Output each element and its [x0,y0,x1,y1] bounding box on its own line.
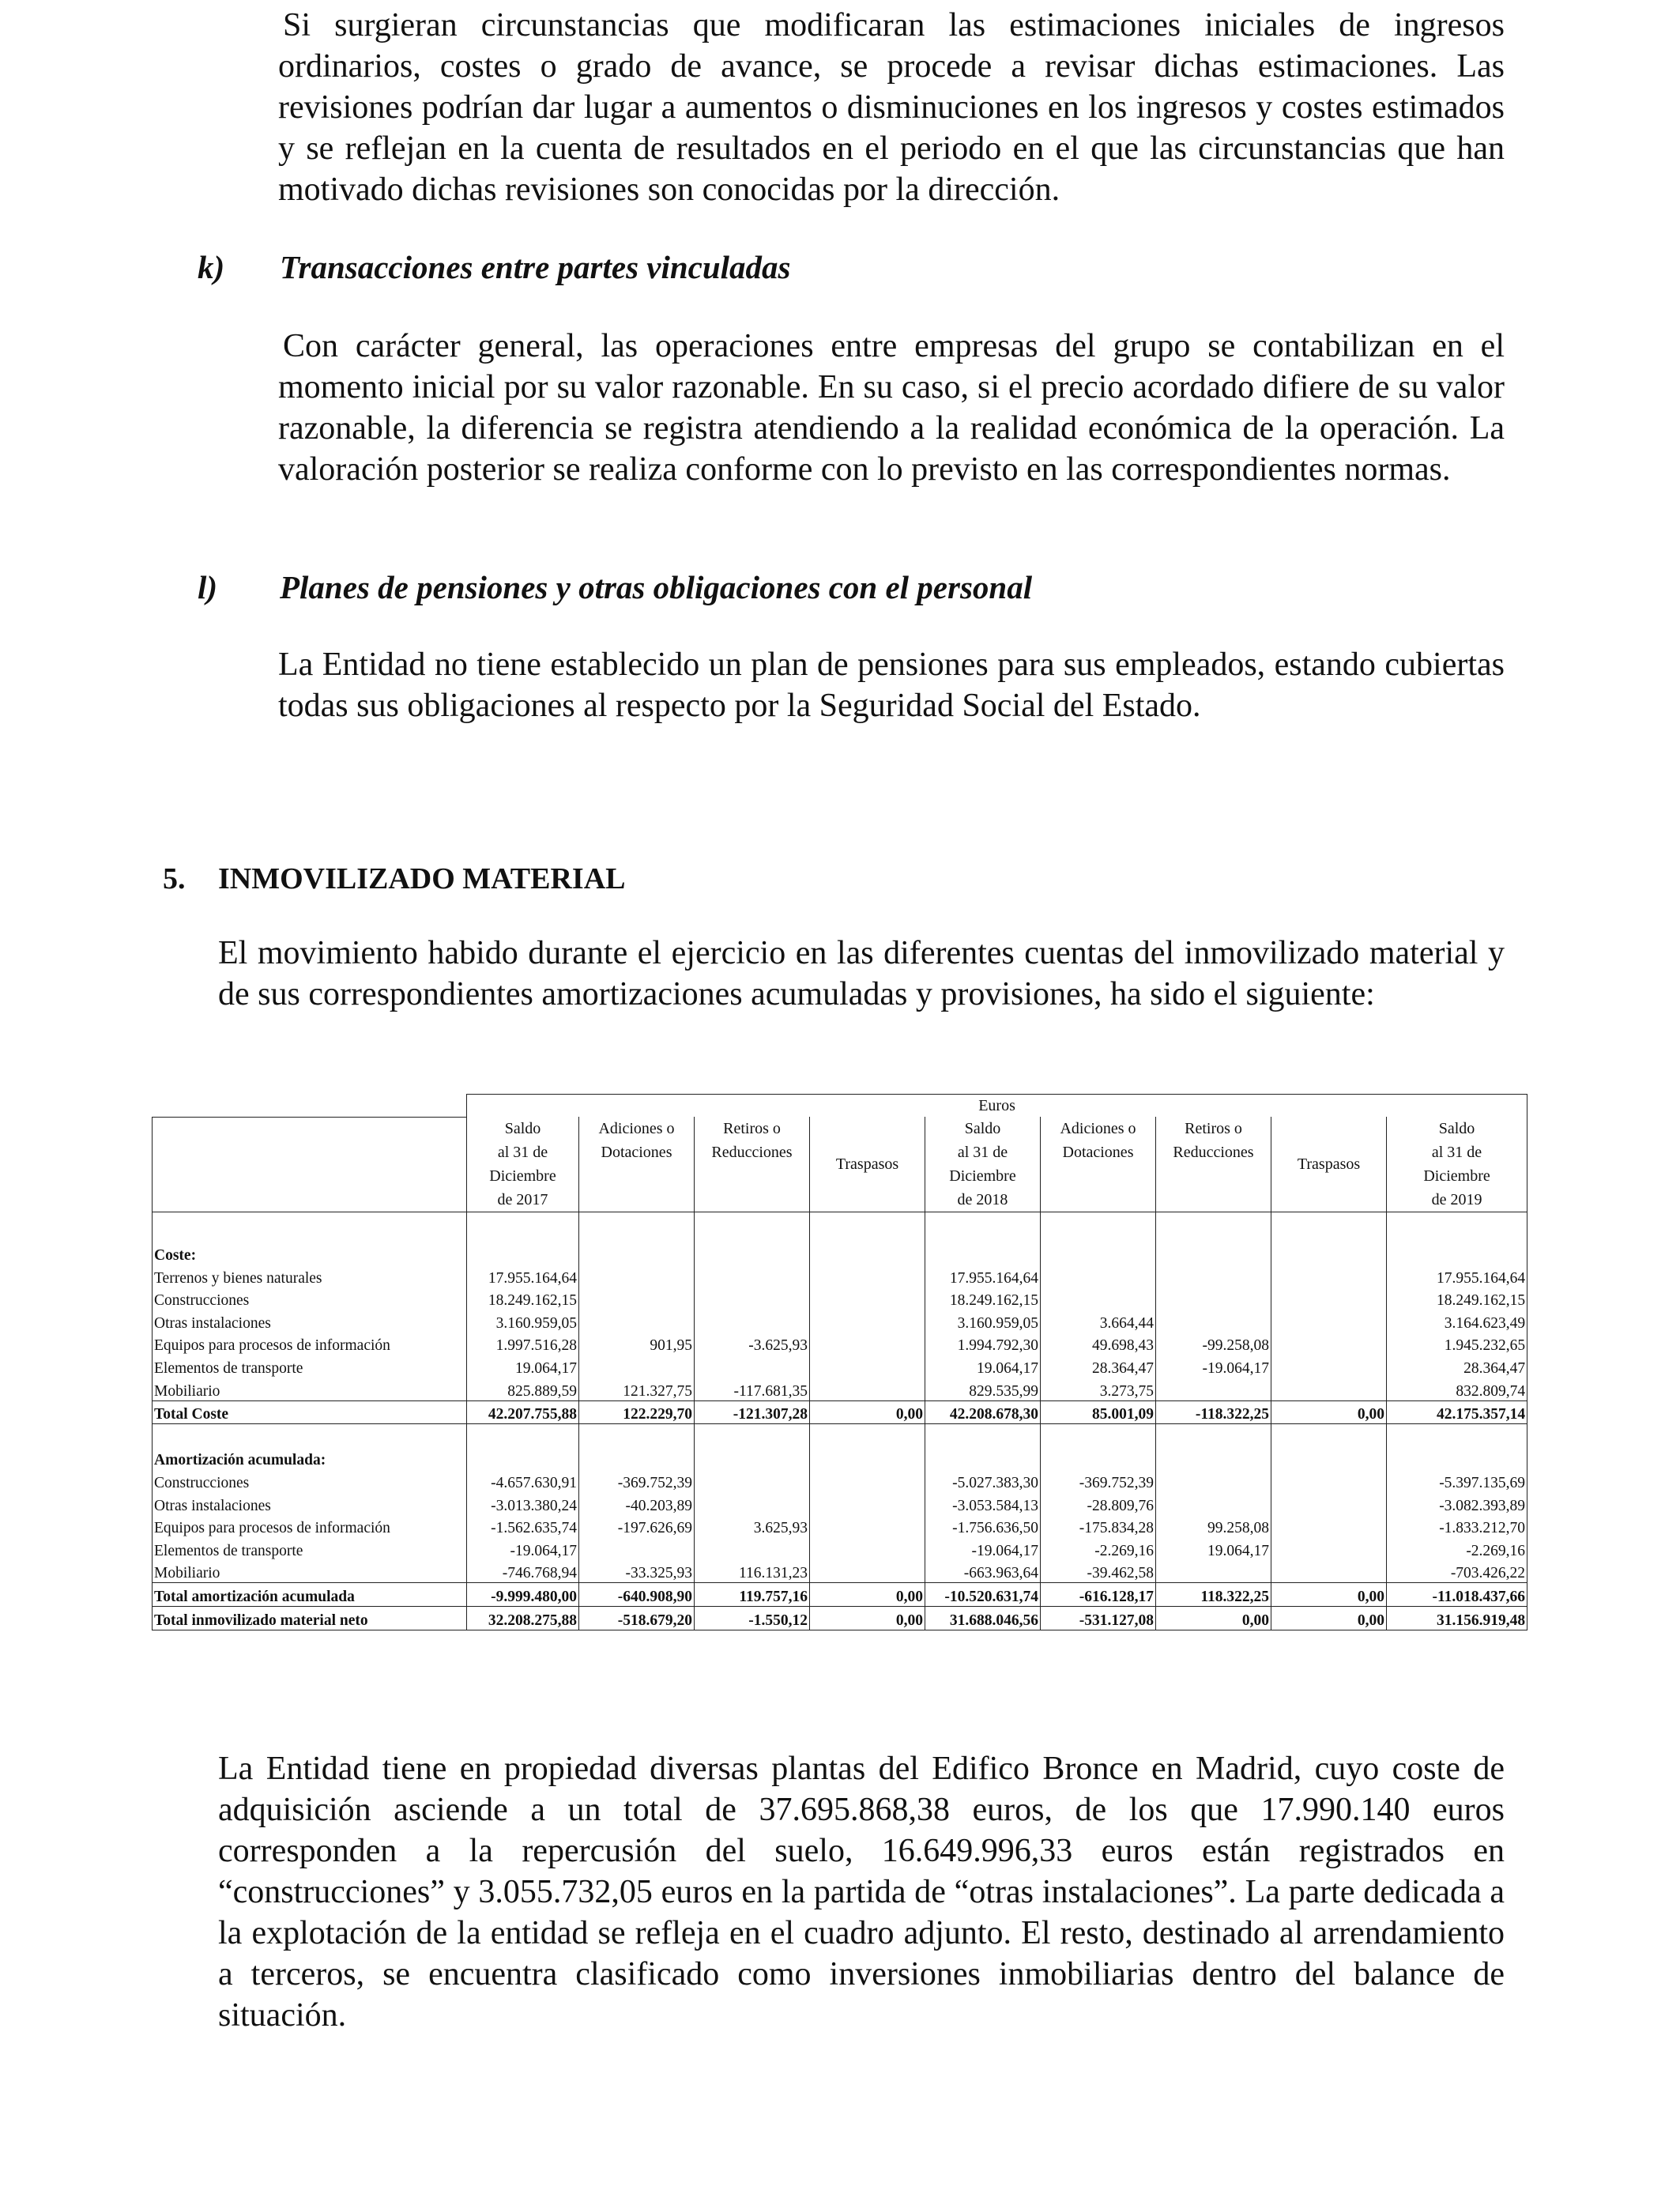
value-cell [579,1310,695,1333]
value-cell: -616.128,17 [1041,1583,1156,1607]
table-row [153,1333,1527,1355]
spacer-cell [153,1424,467,1447]
column-header-line: de 2017 [497,1191,548,1208]
value-cell [1271,1469,1387,1492]
value-cell: -518.679,20 [579,1607,695,1630]
total-coste-row [153,1400,1527,1424]
value-cell: -369.752,39 [1041,1469,1156,1492]
value-cell: -40.203,89 [579,1492,695,1515]
table-row [153,1355,1527,1378]
table-row [153,1378,1527,1400]
row-label: Equipos para procesos de información [153,1515,467,1538]
value-cell: -28.809,76 [1041,1492,1156,1515]
empty-cell [1156,1242,1271,1265]
row-label: Otras instalaciones [153,1310,467,1333]
value-cell [810,1287,925,1310]
spacer-cell [1041,1212,1156,1242]
row-label: Equipos para procesos de información [153,1333,467,1355]
spacer-cell [810,1424,925,1447]
value-cell: 901,95 [579,1333,695,1355]
value-cell: 18.249.162,15 [1387,1287,1527,1310]
value-cell [695,1355,810,1378]
spacer-cell [1156,1424,1271,1447]
value-cell: -703.426,22 [1387,1560,1527,1583]
value-cell [695,1469,810,1492]
paragraph-related-parties: Con carácter general, las operaciones entre empresas del grupo se contabilizan en el momento inicial por su valor razonable. En su caso, si el precio acordado difiere de su valor razonable, la diferencia se registra atendiendo a la realidad económica de la operación. La valoración posterior se realiza conforme con lo previsto en las correspondientes normas. [278,328,1505,488]
value-cell: 17.955.164,64 [925,1265,1041,1287]
value-cell: 17.955.164,64 [467,1265,579,1287]
row-label: Mobiliario [153,1378,467,1400]
paragraph-revision-estimates: Si surgieran circunstancias que modificaran las estimaciones iniciales de ingresos ordinarios, costes o grado de avance, se procede a revisar dichas estimaciones. Las revisiones podrían dar lugar a aumentos o disminuciones en los ingresos y costes estimados y se reflejan en la cuenta de resultados en el periodo en el que las circunstancias que han motivado dichas revisiones son conocidas por la dirección. [278,7,1505,208]
value-cell [1271,1515,1387,1538]
empty-cell [810,1447,925,1470]
value-cell [579,1287,695,1310]
spacer-cell [467,1212,579,1242]
spacer-cell [925,1212,1041,1242]
spacer-cell [1271,1424,1387,1447]
value-cell [1271,1378,1387,1400]
value-cell: -3.013.380,24 [467,1492,579,1515]
value-cell: 119.757,16 [695,1583,810,1607]
empty-cell [467,1242,579,1265]
group-heading: Amortización acumulada: [153,1447,467,1470]
value-cell: -33.325,93 [579,1560,695,1583]
spacer-row [153,1424,1527,1447]
value-cell: -746.768,94 [467,1560,579,1583]
table-row [153,1287,1527,1310]
total-amortizacion-row [153,1583,1527,1607]
value-cell: 28.364,47 [1041,1355,1156,1378]
column-header-line: Dotaciones [601,1144,672,1161]
column-header [1041,1117,1156,1212]
spacer-cell [1387,1212,1527,1242]
value-cell [1271,1355,1387,1378]
value-cell: -2.269,16 [1041,1537,1156,1560]
paragraph-edificio-bronce: La Entidad tiene en propiedad diversas plantas del Edifico Bronce en Madrid, cuyo coste de adquisición asciende a un total de 37.695.868,38 euros, de los que 17.990.140 euros corresponden a la repercusión del suelo, 16.649.996,33 euros están registrados en “construcciones” y 3.055.732,05 euros en la partida de “otras instalaciones”. La parte dedicada a la explotación de la entidad se refleja en el cuadro adjunto. El resto, destinado al arrendamiento a terceros, se encuentra clasificado como inversiones inmobiliarias dentro del balance de situación. [218,1751,1505,2034]
section-5-title: INMOVILIZADO MATERIAL [218,862,626,895]
value-cell: -369.752,39 [579,1469,695,1492]
column-header-line: al 31 de [1431,1144,1482,1161]
value-cell [810,1492,925,1515]
section-l-heading [198,568,1032,606]
empty-cell [1156,1447,1271,1470]
value-cell: -39.462,58 [1041,1560,1156,1583]
spacer-cell [1271,1212,1387,1242]
spacer-cell [153,1212,467,1242]
spacer-row [153,1212,1527,1242]
column-header-line: Reducciones [711,1144,793,1161]
table-row [153,1469,1527,1492]
column-header-line: Diciembre [949,1167,1016,1185]
spacer-cell [925,1424,1041,1447]
column-header-line: Saldo [1438,1120,1475,1137]
value-cell: -1.756.636,50 [925,1515,1041,1538]
value-cell: -175.834,28 [1041,1515,1156,1538]
value-cell: 3.273,75 [1041,1378,1156,1400]
header-label-cell [153,1117,467,1212]
value-cell [579,1265,695,1287]
spacer-cell [467,1424,579,1447]
row-label: Total Coste [153,1400,467,1424]
value-cell [1271,1537,1387,1560]
row-label: Elementos de transporte [153,1537,467,1560]
value-cell: 1.945.232,65 [1387,1333,1527,1355]
row-label: Terrenos y bienes naturales [153,1265,467,1287]
row-label: Total inmovilizado material neto [153,1607,467,1630]
row-label: Otras instalaciones [153,1492,467,1515]
column-header-line: de 2019 [1431,1191,1482,1208]
value-cell: -19.064,17 [925,1537,1041,1560]
spacer-cell [810,1212,925,1242]
value-cell [1156,1560,1271,1583]
value-cell: -9.999.480,00 [467,1583,579,1607]
table-row [153,1492,1527,1515]
value-cell [810,1537,925,1560]
section-l-letter: l) [198,569,218,605]
value-cell: 18.249.162,15 [467,1287,579,1310]
empty-cell [467,1447,579,1470]
value-cell: 1.997.516,28 [467,1333,579,1355]
header-blank [153,1095,467,1118]
value-cell: -11.018.437,66 [1387,1583,1527,1607]
column-header-line: Adiciones o [598,1120,675,1137]
column-header [810,1117,925,1212]
value-cell [1156,1492,1271,1515]
value-cell: 42.208.678,30 [925,1400,1041,1424]
row-label: Construcciones [153,1287,467,1310]
value-cell: 42.207.755,88 [467,1400,579,1424]
value-cell: 121.327,75 [579,1378,695,1400]
empty-cell [1271,1447,1387,1470]
section-5-number: 5. [163,862,186,895]
value-cell [1156,1469,1271,1492]
table-row [153,1515,1527,1538]
value-cell [579,1355,695,1378]
row-label: Construcciones [153,1469,467,1492]
value-cell [1041,1287,1156,1310]
table-row [153,1310,1527,1333]
value-cell: 28.364,47 [1387,1355,1527,1378]
value-cell: 0,00 [1156,1607,1271,1630]
section-k-title: Transacciones entre partes vinculadas [280,249,791,285]
value-cell: -1.550,12 [695,1607,810,1630]
value-cell: 0,00 [810,1583,925,1607]
value-cell: 3.625,93 [695,1515,810,1538]
paragraph-pensions: La Entidad no tiene establecido un plan de pensiones para sus empleados, estando cubiertas todas sus obligaciones al respecto por la Seguridad Social del Estado. [278,647,1505,724]
value-cell: -5.397.135,69 [1387,1469,1527,1492]
value-cell: 42.175.357,14 [1387,1400,1527,1424]
value-cell: 829.535,99 [925,1378,1041,1400]
value-cell: 3.160.959,05 [925,1310,1041,1333]
value-cell [810,1560,925,1583]
empty-cell [695,1447,810,1470]
value-cell: -10.520.631,74 [925,1583,1041,1607]
value-cell: 31.688.046,56 [925,1607,1041,1630]
column-header-row [153,1117,1527,1212]
value-cell [1156,1310,1271,1333]
section-k-letter: k) [198,249,225,285]
spacer-cell [1041,1424,1156,1447]
value-cell: -640.908,90 [579,1583,695,1607]
value-cell [810,1378,925,1400]
value-cell: 122.229,70 [579,1400,695,1424]
value-cell [695,1310,810,1333]
column-header-line: de 2018 [957,1191,1008,1208]
value-cell: -663.963,64 [925,1560,1041,1583]
value-cell: -5.027.383,30 [925,1469,1041,1492]
value-cell: 3.164.623,49 [1387,1310,1527,1333]
value-cell: 116.131,23 [695,1560,810,1583]
value-cell: 0,00 [1271,1607,1387,1630]
value-cell [810,1469,925,1492]
value-cell: -118.322,25 [1156,1400,1271,1424]
value-cell: -121.307,28 [695,1400,810,1424]
value-cell: 17.955.164,64 [1387,1265,1527,1287]
value-cell [1156,1378,1271,1400]
empty-cell [925,1447,1041,1470]
value-cell [1271,1333,1387,1355]
row-label: Mobiliario [153,1560,467,1583]
spacer-cell [695,1424,810,1447]
column-header-line: Traspasos [835,1155,899,1173]
value-cell: 0,00 [810,1607,925,1630]
value-cell [1271,1265,1387,1287]
value-cell [1271,1310,1387,1333]
empty-cell [925,1242,1041,1265]
value-cell: -1.562.635,74 [467,1515,579,1538]
table-row [153,1537,1527,1560]
value-cell [1271,1287,1387,1310]
group-heading-row [153,1447,1527,1470]
column-header-line: Reducciones [1173,1144,1254,1161]
value-cell [695,1492,810,1515]
value-cell [1271,1492,1387,1515]
column-header-line: al 31 de [497,1144,548,1161]
column-header [1387,1117,1527,1212]
empty-cell [579,1242,695,1265]
value-cell: -3.053.584,13 [925,1492,1041,1515]
value-cell [1041,1265,1156,1287]
value-cell [810,1355,925,1378]
empty-cell [1387,1447,1527,1470]
table-body [153,1212,1527,1630]
column-header-line: Adiciones o [1060,1120,1136,1137]
value-cell: -19.064,17 [1156,1355,1271,1378]
section-5-heading [163,861,626,896]
value-cell: 32.208.275,88 [467,1607,579,1630]
value-cell: 18.249.162,15 [925,1287,1041,1310]
value-cell [1271,1560,1387,1583]
column-header [695,1117,810,1212]
section-l-title: Planes de pensiones y otras obligaciones con el personal [280,569,1033,605]
value-cell: 0,00 [1271,1400,1387,1424]
value-cell [695,1265,810,1287]
value-cell: -99.258,08 [1156,1333,1271,1355]
value-cell: -197.626,69 [579,1515,695,1538]
column-header-line: Saldo [964,1120,1001,1137]
value-cell: 31.156.919,48 [1387,1607,1527,1630]
empty-cell [695,1242,810,1265]
value-cell: 85.001,09 [1041,1400,1156,1424]
empty-cell [1041,1447,1156,1470]
spacer-cell [1156,1212,1271,1242]
column-header [579,1117,695,1212]
column-header [1271,1117,1387,1212]
column-header-line: Retiros o [1185,1120,1242,1137]
value-cell [695,1287,810,1310]
value-cell: -531.127,08 [1041,1607,1156,1630]
value-cell: 99.258,08 [1156,1515,1271,1538]
value-cell: -19.064,17 [467,1537,579,1560]
value-cell: 19.064,17 [467,1355,579,1378]
column-header [925,1117,1041,1212]
paragraph-table-intro: El movimiento habido durante el ejercicio en las diferentes cuentas del inmovilizado material y de sus correspondientes amortizaciones acumuladas y provisiones, ha sido el siguiente: [218,935,1505,1012]
value-cell: -117.681,35 [695,1378,810,1400]
value-cell: -2.269,16 [1387,1537,1527,1560]
row-label: Total amortización acumulada [153,1583,467,1607]
value-cell: 3.664,44 [1041,1310,1156,1333]
spacer-cell [579,1212,695,1242]
value-cell: 832.809,74 [1387,1378,1527,1400]
column-header-line: Saldo [504,1120,541,1137]
value-cell: 1.994.792,30 [925,1333,1041,1355]
empty-cell [810,1242,925,1265]
column-header [467,1117,579,1212]
empty-cell [579,1447,695,1470]
total-neto-row [153,1607,1527,1630]
column-header-line: Traspasos [1297,1155,1361,1173]
value-cell [1156,1287,1271,1310]
value-cell: -1.833.212,70 [1387,1515,1527,1538]
value-cell [579,1537,695,1560]
spacer-cell [579,1424,695,1447]
group-heading-row [153,1242,1527,1265]
value-cell [695,1537,810,1560]
value-cell: 19.064,17 [925,1355,1041,1378]
column-header-line: Diciembre [1423,1167,1490,1185]
value-cell: 825.889,59 [467,1378,579,1400]
row-label: Elementos de transporte [153,1355,467,1378]
value-cell: -4.657.630,91 [467,1469,579,1492]
value-cell: 0,00 [810,1400,925,1424]
group-heading: Coste: [153,1242,467,1265]
currency-header: Euros [467,1095,1527,1118]
value-cell: -3.625,93 [695,1333,810,1355]
value-cell: -3.082.393,89 [1387,1492,1527,1515]
value-cell [810,1310,925,1333]
value-cell: 0,00 [1271,1583,1387,1607]
value-cell: 19.064,17 [1156,1537,1271,1560]
column-header-line: al 31 de [957,1144,1008,1161]
fixed-assets-movement-table [152,1094,1527,1630]
section-k-heading [198,248,791,286]
column-header [1156,1117,1271,1212]
value-cell [810,1265,925,1287]
value-cell: 49.698,43 [1041,1333,1156,1355]
column-header-line: Diciembre [489,1167,556,1185]
value-cell: 3.160.959,05 [467,1310,579,1333]
value-cell: 118.322,25 [1156,1583,1271,1607]
column-header-line: Dotaciones [1062,1144,1134,1161]
value-cell [1156,1265,1271,1287]
spacer-cell [1387,1424,1527,1447]
empty-cell [1041,1242,1156,1265]
table-row [153,1265,1527,1287]
spacer-cell [695,1212,810,1242]
table-row [153,1560,1527,1583]
empty-cell [1271,1242,1387,1265]
empty-cell [1387,1242,1527,1265]
value-cell [810,1515,925,1538]
value-cell [810,1333,925,1355]
column-header-line: Retiros o [723,1120,781,1137]
